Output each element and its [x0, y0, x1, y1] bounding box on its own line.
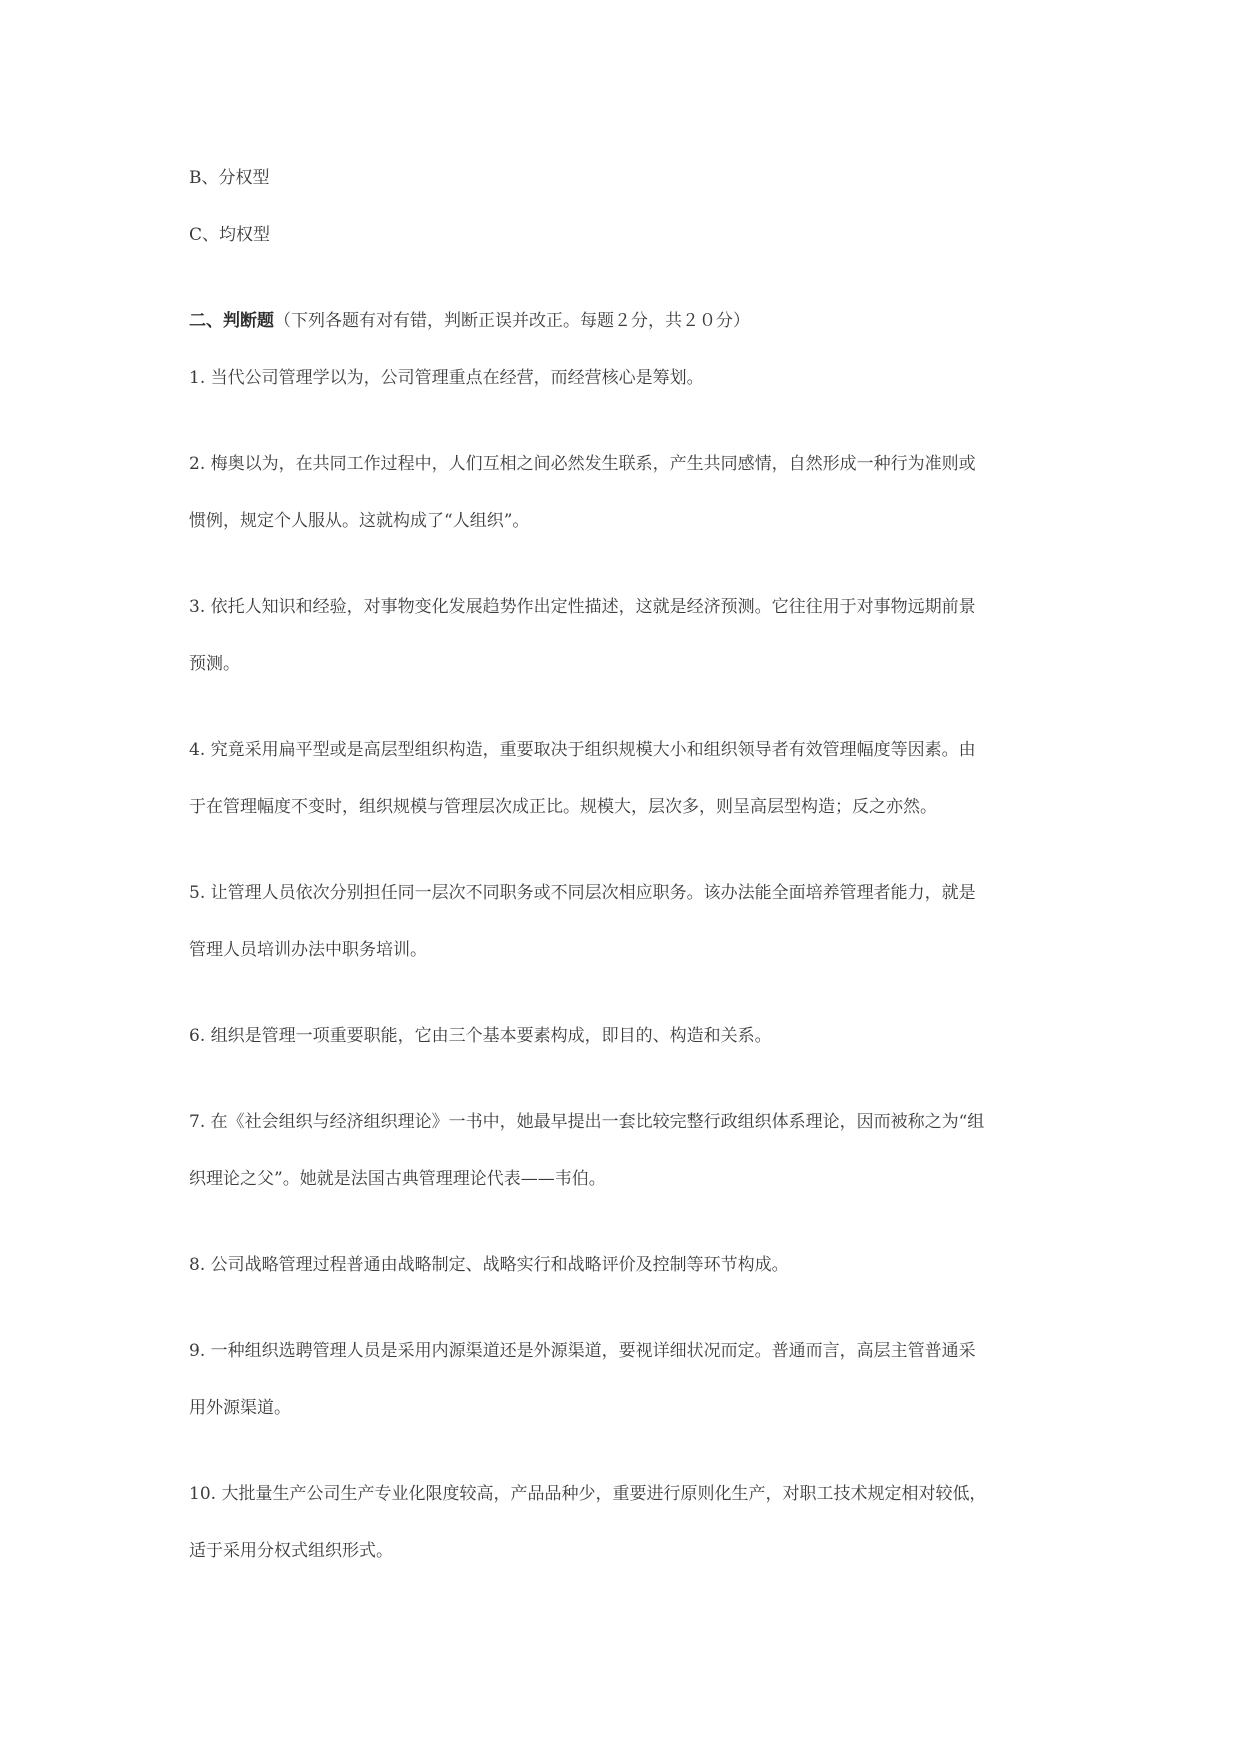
- question-3-line-2: 预测。: [189, 654, 240, 674]
- question-5-line-2: 管理人员培训办法中职务培训。: [189, 940, 427, 960]
- section-title: 二、判断题: [189, 311, 274, 331]
- question-2-line-1: 2. 梅奥以为，在共同工作过程中，人们互相之间必然发生联系，产生共同感情，自然形成一种行为准则或: [189, 454, 976, 474]
- question-4-line-2: 于在管理幅度不变时，组织规模与管理层次成正比。规模大，层次多，则呈高层型构造；反之亦然。: [189, 797, 937, 817]
- question-3-line-1: 3. 依托人知识和经验，对事物变化发展趋势作出定性描述，这就是经济预测。它往往用于对事物远期前景: [189, 597, 976, 617]
- question-7-line-1: 7. 在《社会组织与经济组织理论》一书中，她最早提出一套比较完整行政组织体系理论，因而被称之为“组: [189, 1112, 985, 1132]
- section-note: （下列各题有对有错，判断正误并改正。每题２分，共２０分）: [274, 311, 750, 331]
- section-heading: [189, 309, 750, 333]
- question-4-line-1: 4. 究竟采用扁平型或是高层型组织构造，重要取决于组织规模大小和组织领导者有效管理幅度等因素。由: [189, 740, 976, 760]
- question-2-line-2: 惯例，规定个人服从。这就构成了“人组织”。: [189, 511, 530, 531]
- option-b: B、分权型: [189, 168, 270, 188]
- option-c: C、均权型: [189, 225, 271, 245]
- question-9-line-2: 用外源渠道。: [189, 1398, 291, 1418]
- question-6-line-1: 6. 组织是管理一项重要职能，它由三个基本要素构成，即目的、构造和关系。: [189, 1026, 772, 1046]
- question-1-line-1: 1. 当代公司管理学以为，公司管理重点在经营，而经营核心是筹划。: [189, 368, 704, 388]
- question-10-line-1: 10. 大批量生产公司生产专业化限度较高，产品品种少，重要进行原则化生产，对职工技术规定相对较低，: [189, 1484, 987, 1504]
- question-8-line-1: 8. 公司战略管理过程普通由战略制定、战略实行和战略评价及控制等环节构成。: [189, 1255, 789, 1275]
- question-7-line-2: 织理论之父”。她就是法国古典管理理论代表——韦伯。: [189, 1169, 606, 1189]
- question-10-line-2: 适于采用分权式组织形式。: [189, 1541, 393, 1561]
- question-9-line-1: 9. 一种组织选聘管理人员是采用内源渠道还是外源渠道，要视详细状况而定。普通而言，高层主管普通采: [189, 1341, 976, 1361]
- question-5-line-1: 5. 让管理人员依次分别担任同一层次不同职务或不同层次相应职务。该办法能全面培养管理者能力，就是: [189, 883, 976, 903]
